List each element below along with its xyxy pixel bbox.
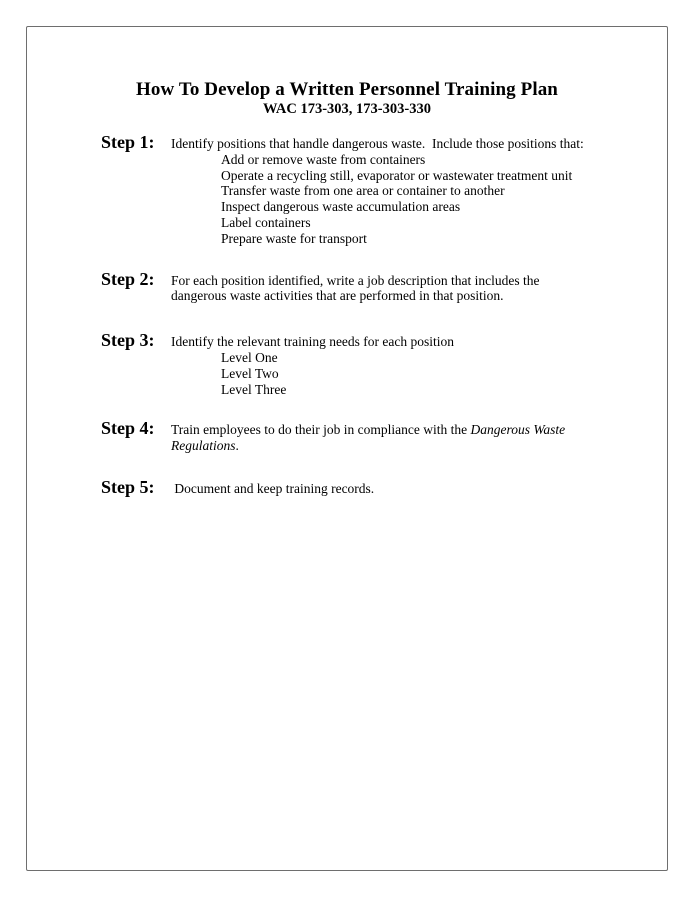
document-page	[26, 26, 668, 871]
step-2-line-1: For each position identified, write a job description that includes the	[171, 272, 540, 288]
step-2	[101, 269, 639, 305]
step-3-item-2: Level Two	[221, 365, 279, 381]
title-block	[27, 79, 667, 118]
step-3-label: Step 3:	[101, 330, 155, 351]
step-4	[101, 418, 639, 454]
step-5-label: Step 5:	[101, 476, 155, 497]
step-3-item-1: Level One	[221, 349, 278, 365]
step-4-body	[171, 422, 639, 454]
step-4-line-1-italic: Dangerous Waste	[470, 422, 566, 438]
step-1-item-3: Transfer waste from one area or container to another	[221, 183, 505, 199]
step-4-line-2-text: .	[235, 438, 239, 454]
step-2-label: Step 2:	[101, 268, 155, 289]
step-1-item-5: Label containers	[221, 214, 311, 230]
step-4-line-2-italic: Regulations	[171, 438, 236, 454]
step-5-body	[171, 481, 639, 497]
step-1-label: Step 1:	[101, 132, 155, 152]
step-2-body	[171, 273, 639, 305]
step-1-item-1: Add or remove waste from containers	[221, 151, 426, 167]
page-title: How To Develop a Written Personnel Training Plan	[136, 79, 558, 100]
step-4-line-2	[171, 438, 639, 454]
page-subtitle: WAC 173-303, 173-303-330	[263, 101, 431, 117]
step-1-body	[171, 136, 639, 247]
step-3-intro: Identify the relevant training needs for each position	[171, 334, 455, 350]
step-4-line-1-text: Train employees to do their job in compliance with the	[171, 422, 471, 438]
step-5-text: Document and keep training records.	[171, 480, 375, 496]
step-3-item-3: Level Three	[221, 381, 287, 397]
step-5	[101, 477, 639, 498]
step-4-label: Step 4:	[101, 418, 155, 439]
step-3-items	[221, 350, 639, 397]
step-3	[101, 330, 639, 397]
step-4-line-1	[171, 422, 639, 438]
step-1-item-4: Inspect dangerous waste accumulation areas	[221, 199, 461, 215]
step-1-item-6: Prepare waste for transport	[221, 230, 367, 246]
step-1-intro: Identify positions that handle dangerous waste. Include those positions that:	[171, 136, 584, 151]
step-1-items	[221, 152, 639, 247]
step-2-line-2: dangerous waste activities that are performed in that position.	[171, 288, 504, 304]
step-3-body	[171, 334, 639, 397]
steps-list	[27, 132, 667, 498]
step-1-item-2: Operate a recycling still, evaporator or wastewater treatment unit	[221, 167, 573, 183]
step-1	[101, 132, 639, 247]
